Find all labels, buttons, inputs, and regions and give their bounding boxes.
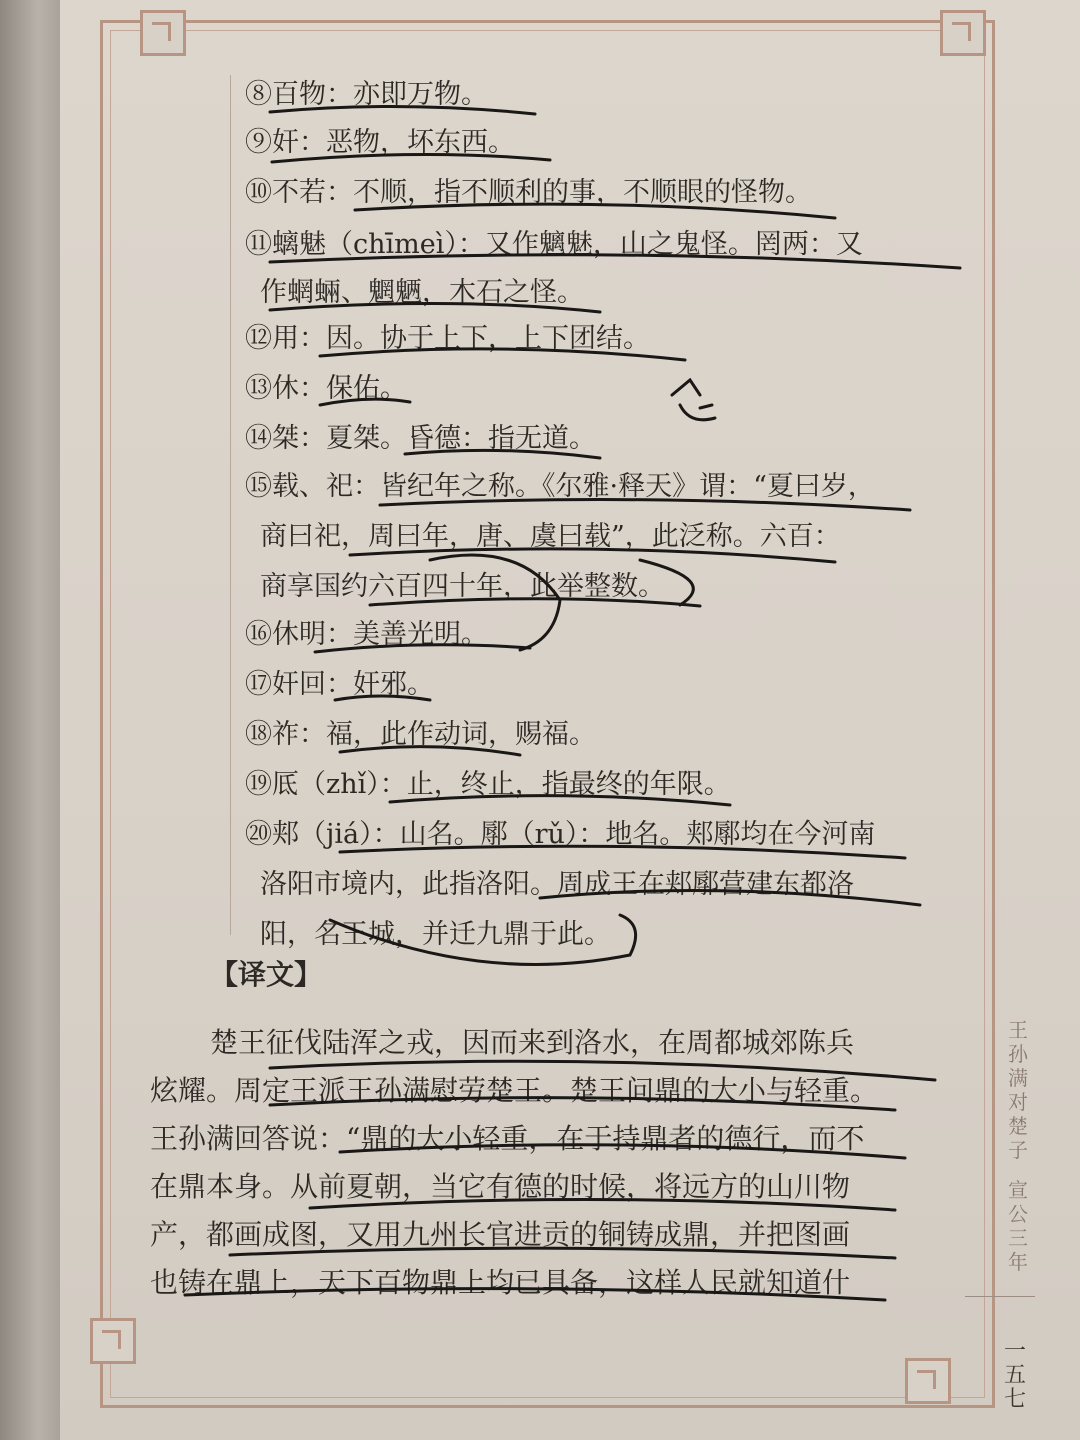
ink-underline bbox=[340, 747, 520, 755]
section-heading: 【译文】 bbox=[210, 958, 323, 991]
ink-loop bbox=[330, 915, 636, 964]
note-line: ⑧百物：亦即万物。 bbox=[245, 79, 488, 110]
ink-loop bbox=[430, 555, 560, 650]
note-line: 商享国约六百四十年，此举整数。 bbox=[260, 571, 665, 602]
note-line: ⑨奸：恶物，坏东西。 bbox=[245, 127, 515, 158]
ink-underline bbox=[340, 846, 905, 858]
note-line: 商曰祀，周曰年，唐、虞曰载”，此泛称。六百： bbox=[260, 521, 841, 552]
ink-underline bbox=[230, 1248, 895, 1258]
ink-underline bbox=[272, 154, 550, 162]
ink-underline bbox=[270, 1098, 895, 1110]
ink-underline bbox=[320, 399, 410, 405]
ink-underline bbox=[405, 450, 600, 458]
ink-underline bbox=[270, 1061, 935, 1080]
note-line: ⑯休明：美善光明。 bbox=[245, 619, 488, 650]
translation-line: 炫耀。周定王派王孙满慰劳楚王。楚王问鼎的大小与轻重。 bbox=[150, 1074, 879, 1107]
translation-line: 楚王征伐陆浑之戎，因而来到洛水，在周都城郊陈兵 bbox=[210, 1026, 855, 1059]
ink-underline bbox=[320, 349, 685, 360]
running-title: 王孙满对楚子 bbox=[1008, 1018, 1028, 1162]
translation-line: 产，都画成图，又用九州长官进贡的铜铸成鼎，并把图画 bbox=[150, 1218, 851, 1251]
ink-underline bbox=[370, 599, 700, 606]
note-line: 阳，名王城，并迁九鼎于此。 bbox=[260, 919, 611, 950]
ink-underline bbox=[355, 204, 835, 218]
ink-underline bbox=[185, 1289, 885, 1300]
ink-loop bbox=[640, 560, 693, 605]
note-line: ⑮载、祀：皆纪年之称。《尔雅·释天》谓：“夏曰岁， bbox=[245, 471, 875, 502]
note-line: ⑲厎（zhǐ）：止，终止，指最终的年限。 bbox=[245, 769, 731, 800]
note-line: ⑳郏（jiá）：山名。鄏（rǔ）：地名。郏鄏均在今河南 bbox=[245, 819, 876, 850]
ink-underline bbox=[310, 1199, 895, 1210]
ink-underline bbox=[270, 303, 600, 312]
ink-underline bbox=[350, 549, 835, 562]
page-number: 一五七 bbox=[1003, 1339, 1026, 1412]
note-line: ⑩不若：不顺，指不顺利的事，不顺眼的怪物。 bbox=[245, 177, 812, 208]
translation-line: 在鼎本身。从前夏朝，当它有德的时候，将远方的山川物 bbox=[150, 1170, 851, 1203]
ink-underline bbox=[380, 500, 910, 510]
note-line: ⑱祚：福，此作动词，赐福。 bbox=[245, 719, 596, 750]
note-line: 洛阳市境内，此指洛阳。周成王在郏鄏营建东都洛 bbox=[260, 869, 854, 900]
ink-underline bbox=[390, 796, 730, 805]
note-line: ⑭桀：夏桀。昏德：指无道。 bbox=[245, 423, 596, 454]
note-line: ⑬休：保佑。 bbox=[245, 373, 407, 404]
ink-underline bbox=[540, 890, 920, 905]
ink-underline bbox=[270, 106, 535, 114]
translation-line: 王孙满回答说：“鼎的大小轻重，在于持鼎者的德行，而不 bbox=[150, 1122, 865, 1155]
translation-line: 也铸在鼎上，天下百物鼎上均已具备，这样人民就知道什 bbox=[150, 1266, 851, 1299]
ink-underline bbox=[340, 1145, 905, 1158]
ink-underline bbox=[335, 696, 430, 700]
note-line: 作蝄蜽、魍魉，木石之怪。 bbox=[260, 277, 584, 308]
note-line: ⑪螭魅（chīmeì）：又作魑魅，山之鬼怪。罔两：又 bbox=[245, 229, 863, 260]
handwritten-note-icon bbox=[672, 380, 715, 420]
running-section: 宣公三年 bbox=[1008, 1178, 1028, 1274]
ink-underline bbox=[270, 255, 960, 268]
note-line: ⑫用：因。协于上下，上下团结。 bbox=[245, 323, 650, 354]
ink-underline bbox=[315, 645, 530, 652]
note-line: ⑰奸回：奸邪。 bbox=[245, 669, 434, 700]
